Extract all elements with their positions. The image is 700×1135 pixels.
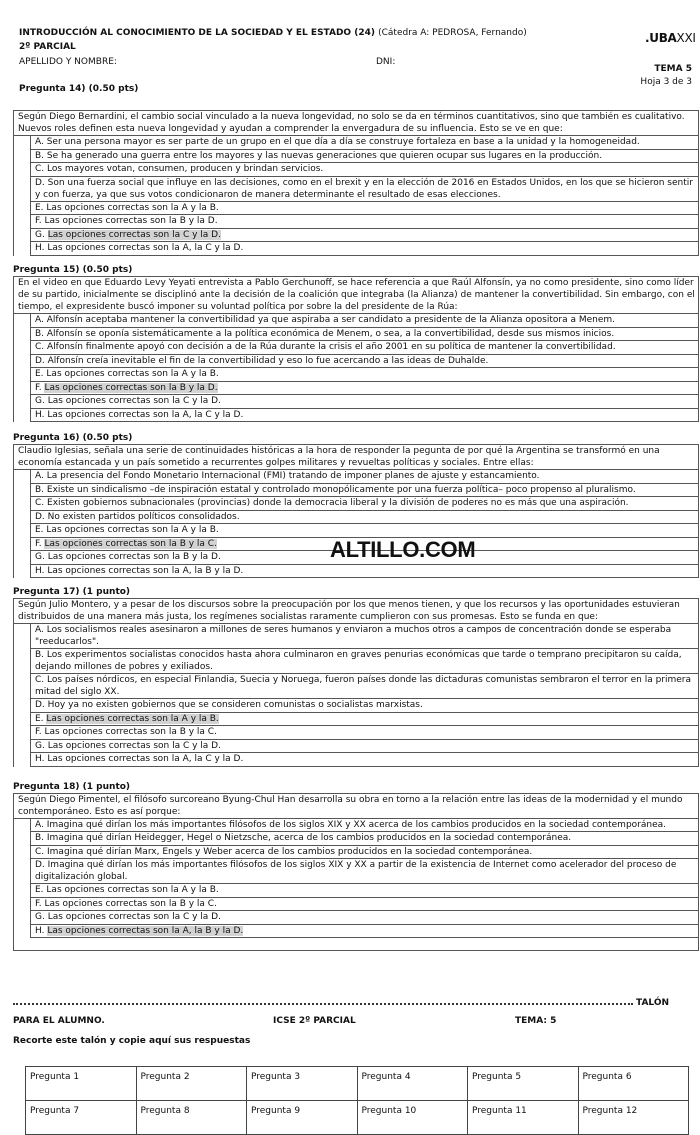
answer-cell[interactable]: Pregunta 5	[468, 1067, 579, 1101]
blank-row	[14, 938, 698, 951]
watermark: ALTILLO.COM	[330, 537, 476, 562]
option-text: G. Las opciones correctas son la C y la D.	[35, 229, 221, 240]
option-e[interactable]	[30, 713, 698, 727]
question-17	[13, 587, 699, 767]
question-stem: Según Diego Pimentel, el filósofo surcoreano Byung-Chul Han desarrolla su obra en torno a la relación entre las ideas de la modernidad y el mundo contemporáneo. Esto es así porque:	[14, 794, 698, 819]
option-e[interactable]: E. Las opciones correctas son la A y la B.	[30, 524, 698, 538]
question-title: Pregunta 15) (0.50 pts)	[13, 265, 133, 275]
question-stem: Según Julio Montero, y a pesar de los discursos sobre la preocupación por los que menos tienen, y que los recursos y las oportunidades estuvieran distribuidos de una manera más justa, los regímenes socialistas raramente cumplieron con sus promesas. Esto se funda en que:	[14, 599, 698, 624]
answer-cell[interactable]: Pregunta 8	[136, 1101, 247, 1135]
option-d[interactable]: D. Son una fuerza social que influye en las decisiones, como en el brexit y en la elección de 2016 en Estados Unidos, en los que se hicieron sentir y con fuerza, ya que sus votos condicionaron de manera determinante el resultado de esas elecciones.	[30, 177, 698, 202]
option-c[interactable]: C. Los mayores votan, consumen, producen y brindan servicios.	[30, 163, 698, 177]
option-text: F. Las opciones correctas son la B y la C.	[35, 538, 217, 549]
question-title: Pregunta 16) (0.50 pts)	[13, 433, 133, 443]
option-c[interactable]: C. Existen gobiernos subnacionales (provincias) donde la democracia liberal y la división de poderes no es más que una aspiración.	[30, 497, 698, 511]
exam-type: 2º PARCIAL	[19, 42, 76, 52]
answer-cell[interactable]: Pregunta 3	[247, 1067, 358, 1101]
option-h[interactable]	[30, 925, 698, 939]
highlighted-answer: Las opciones correctas son la A y la B.	[46, 713, 219, 724]
answer-cell[interactable]: Pregunta 6	[578, 1067, 689, 1101]
question-box	[13, 598, 699, 767]
answer-cell[interactable]: Pregunta 10	[357, 1101, 468, 1135]
answer-cell[interactable]: Pregunta 4	[357, 1067, 468, 1101]
question-14	[13, 110, 699, 256]
option-a[interactable]: A. Imagina qué dirían los más importantes filósofos de los siglos XIX y XX acerca de los cambios producidos en la sociedad contemporánea.	[30, 819, 698, 832]
option-h[interactable]: H. Las opciones correctas son la A, la C y la D.	[30, 242, 698, 256]
answer-cell[interactable]: Pregunta 12	[578, 1101, 689, 1135]
option-b[interactable]: B. Existe un sindicalismo –de inspiración estatal y controlado monopólicamente por una fuerza política– poco propenso al pluralismo.	[30, 484, 698, 498]
page-number: Hoja 3 de 3	[640, 77, 692, 87]
answer-cell[interactable]: Pregunta 9	[247, 1101, 358, 1135]
option-b[interactable]: B. Alfonsín se oponía sistemáticamente a la política económica de Menem, o sea, a la convertibilidad, desde sus mismos inicios.	[30, 328, 698, 342]
answer-cell[interactable]: Pregunta 7	[26, 1101, 137, 1135]
option-b[interactable]: B. Imagina qué dirían Heidegger, Hegel o Nietzsche, acerca de los cambios producidos en la sociedad contemporánea.	[30, 832, 698, 846]
option-text: E. Las opciones correctas son la A y la B.	[35, 713, 219, 724]
answer-cell[interactable]: Pregunta 2	[136, 1067, 247, 1101]
option-e[interactable]: E. Las opciones correctas son la A y la B.	[30, 884, 698, 898]
logo-sub: XXI	[676, 31, 696, 45]
question-box	[13, 110, 699, 256]
question-stem: Según Diego Bernardini, el cambio social vinculado a la nueva longevidad, no solo se da en términos cuantitativos, sino que también es cualitativo. Nuevos roles definen esta nueva longevidad y ayudan a comprender la envergadura de su influencia. Esto se ve en que:	[14, 111, 698, 136]
option-h[interactable]: H. Las opciones correctas son la A, la C y la D.	[30, 409, 698, 423]
option-c[interactable]: C. Imagina qué dirían Marx, Engels y Weber acerca de los cambios producidos en la sociedad contemporánea.	[30, 846, 698, 860]
option-d[interactable]: D. Hoy ya no existen gobiernos que se consideren comunistas o socialistas marxistas.	[30, 699, 698, 713]
question-title: Pregunta 18) (1 punto)	[13, 782, 131, 792]
option-f[interactable]: F. Las opciones correctas son la B y la D.	[30, 215, 698, 229]
option-f[interactable]: F. Las opciones correctas son la B y la C.	[30, 898, 698, 912]
option-b[interactable]: B. Los experimentos socialistas conocidos hasta ahora culminaron en graves penurias económicas que tarde o temprano precipitaron su caída, dejando millones de pobres y exiliados.	[30, 649, 698, 674]
question-box	[13, 793, 699, 951]
option-e[interactable]: E. Las opciones correctas son la A y la B.	[30, 202, 698, 216]
option-d[interactable]: D. Alfonsín creía inevitable el fin de la convertibilidad y eso lo fue acercando a las ideas de Duhalde.	[30, 355, 698, 369]
answer-cell[interactable]: Pregunta 1	[26, 1067, 137, 1101]
slip-tema-label: TEMA: 5	[515, 1016, 557, 1026]
course-catedra: (Cátedra A: PEDROSA, Fernando)	[378, 28, 527, 38]
name-label: APELLIDO Y NOMBRE:	[19, 57, 117, 67]
question-15	[13, 265, 699, 422]
dni-label: DNI:	[376, 57, 396, 67]
option-a[interactable]: A. Ser una persona mayor es ser parte de un grupo en el que día a día se construye fortaleza en base a la unidad y la homogeneidad.	[30, 136, 698, 150]
option-b[interactable]: B. Se ha generado una guerra entre los mayores y las nuevas generaciones que quieren ocupar sus lugares en la producción.	[30, 150, 698, 164]
highlighted-answer: Las opciones correctas son la A, la B y la D.	[47, 925, 244, 936]
answer-grid-row	[26, 1067, 689, 1101]
option-d[interactable]: D. No existen partidos políticos consolidados.	[30, 511, 698, 525]
option-text: H. Las opciones correctas son la A, la B y la D.	[35, 925, 244, 936]
option-f[interactable]: F. Las opciones correctas son la B y la C.	[30, 726, 698, 740]
question-box	[13, 276, 699, 422]
option-h[interactable]: H. Las opciones correctas son la A, la B y la D.	[30, 565, 698, 579]
option-g[interactable]: G. Las opciones correctas son la C y la D.	[30, 911, 698, 925]
slip-student-label: PARA EL ALUMNO.	[13, 1016, 105, 1026]
question-stem: Claudio Iglesias, señala una serie de continuidades históricas a la hora de responder la pegunta de por qué la Argentina se transformó en una economía estancada y un país sometido a recurrentes golpes militares y revueltas políticas y sociales. Entre ellas:	[14, 445, 698, 470]
option-h[interactable]: H. Las opciones correctas son la A, la C y la D.	[30, 753, 698, 767]
tema-label: TEMA 5	[654, 64, 692, 74]
highlighted-answer: Las opciones correctas son la B y la C.	[44, 538, 217, 549]
option-text: F. Las opciones correctas son la B y la D.	[35, 382, 218, 393]
option-g[interactable]: G. Las opciones correctas son la B y la D.	[30, 551, 698, 565]
answer-grid	[25, 1066, 689, 1135]
option-a[interactable]: A. Los socialismos reales asesinaron a millones de seres humanos y enviaron a muchos otros a campos de concentración donde se esperaba "reeducarlos".	[30, 624, 698, 649]
slip-exam-label: ICSE 2º PARCIAL	[273, 1016, 356, 1026]
cut-line	[13, 997, 633, 1005]
option-f[interactable]	[30, 382, 698, 396]
option-c[interactable]: C. Alfonsín finalmente apoyó con decisión a de la Rúa durante la crisis el año 2001 en su política de mantener la convertibilidad.	[30, 341, 698, 355]
question-title: Pregunta 17) (1 punto)	[13, 587, 131, 597]
course-title	[19, 28, 527, 38]
slip-instruction: Recorte este talón y copie aquí sus respuestas	[13, 1036, 251, 1046]
talon-label: TALÓN	[636, 998, 670, 1008]
option-g[interactable]: G. Las opciones correctas son la C y la D.	[30, 395, 698, 409]
option-a[interactable]: A. Alfonsín aceptaba mantener la convertibilidad ya que aspiraba a ser candidato a presidente de la Alianza opositora a Menem.	[30, 314, 698, 328]
highlighted-answer: Las opciones correctas son la C y la D.	[47, 229, 221, 240]
option-g[interactable]: G. Las opciones correctas son la C y la D.	[30, 740, 698, 754]
option-g[interactable]	[30, 229, 698, 243]
answer-grid-row	[26, 1101, 689, 1135]
highlighted-answer: Las opciones correctas son la B y la D.	[44, 382, 218, 393]
option-a[interactable]: A. La presencia del Fondo Monetario Internacional (FMI) tratando de imponer planes de ajuste y estancamiento.	[30, 470, 698, 484]
question-14-heading: Pregunta 14) (0.50 pts)	[19, 84, 139, 94]
option-e[interactable]: E. Las opciones correctas son la A y la B.	[30, 368, 698, 382]
option-c[interactable]: C. Los países nórdicos, en especial Finlandia, Suecia y Noruega, fueron países donde las dictaduras comunistas sembraron el terror en la primera mitad del siglo XX.	[30, 674, 698, 699]
answer-cell[interactable]: Pregunta 11	[468, 1101, 579, 1135]
question-stem: En el video en que Eduardo Levy Yeyati entrevista a Pablo Gerchunoff, se hace referencia a que Raúl Alfonsín, ya no como presidente, sino como líder de su partido, inicialmente se disciplinó ante la decisión de la coalición que integraba (la Alianza) de mantener la convertibilidad. Sin embargo, con el tiempo, el expresidente buscó imponer su voluntad política por sobre la del presidente de la Rúa:	[14, 277, 698, 314]
question-18	[13, 782, 699, 951]
uba-xxi-logo	[645, 31, 696, 45]
course-title-main: INTRODUCCIÓN AL CONOCIMIENTO DE LA SOCIEDAD Y EL ESTADO (24)	[19, 28, 375, 38]
logo-main: .UBA	[645, 31, 677, 45]
option-d[interactable]: D. Imagina qué dirían los más importantes filósofos de los siglos XIX y XX a partir de la existencia de Internet como acelerador del proceso de digitalización global.	[30, 859, 698, 884]
